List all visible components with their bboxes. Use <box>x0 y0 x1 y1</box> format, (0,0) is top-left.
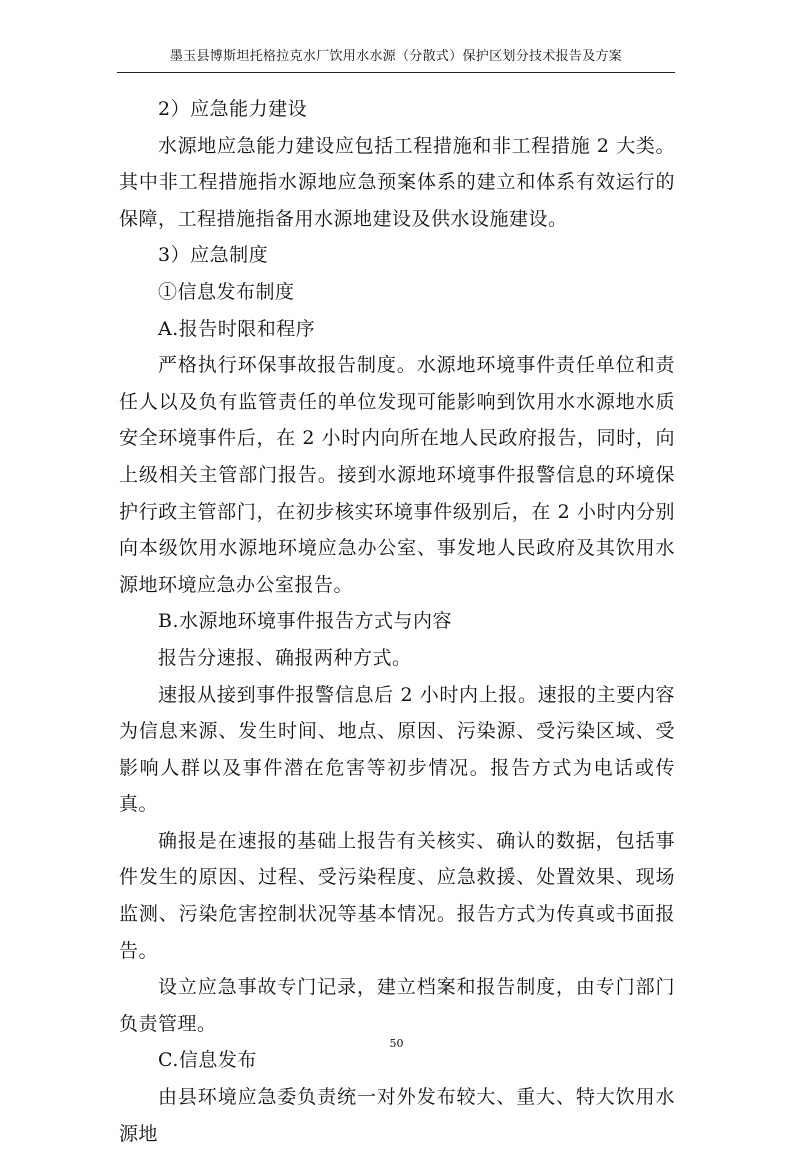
item-heading-report-time-procedure: A.报告时限和程序 <box>158 317 316 340</box>
page-footer <box>0 1037 793 1051</box>
page-body <box>119 91 675 1152</box>
paragraph-info-release: 由县环境应急委负责统一对外发布较大、重大、特大饮用水源地 <box>119 1086 675 1145</box>
paragraph-quick-report: 速报从接到事件报警信息后 2 小时内上报。速报的主要内容为信息来源、发生时间、地点、原因、污染源、受污染区域、受影响人群以及事件潜在危害等初步情况。报告方式为电话或传真。 <box>119 683 675 816</box>
section-heading-emergency-system: 3）应急制度 <box>158 244 269 267</box>
paragraph-report-system: 严格执行环保事故报告制度。水源地环境事件责任单位和责任人以及负有监管责任的单位发现可能影响到饮用水水源地水质安全环境事件后，在 2 小时内向所在地人民政府报告，同时，向上级相关主管部门报告。接到水源地环境事件报警信息的环境保护行政主管部门，在初步核实环境事件级别后，在 2 小时内分别向本级饮用水源地环境应急办公室、事发地人民政府及其饮用水源地环境应急办公室报告。 <box>119 354 675 596</box>
item-heading-info-release: C.信息发布 <box>158 1049 257 1072</box>
document-title: 墨玉县博斯坦托格拉克水厂饮用水水源（分散式）保护区划分技术报告及方案 <box>169 49 623 64</box>
page-number: 50 <box>389 1037 404 1050</box>
section-heading-emergency-capability: 2）应急能力建设 <box>158 98 308 120</box>
paragraph-emergency-capability: 水源地应急能力建设应包括工程措施和非工程措施 2 大类。其中非工程措施指水源地应急预案体系的建立和体系有效运行的保障，工程措施指备用水源地建设及供水设施建设。 <box>119 134 675 230</box>
page-header <box>117 46 675 73</box>
paragraph-confirmed-report: 确报是在速报的基础上报告有关核实、确认的数据，包括事件发生的原因、过程、受污染程度、应急救援、处置效果、现场监测、污染危害控制状况等基本情况。报告方式为传真或书面报告。 <box>119 829 675 962</box>
item-heading-report-method-content: B.水源地环境事件报告方式与内容 <box>158 610 453 633</box>
subsection-heading-info-release-system: ①信息发布制度 <box>158 280 295 303</box>
paragraph-records: 设立应急事故专门记录，建立档案和报告制度，由专门部门负责管理。 <box>119 976 675 1035</box>
paragraph-report-types: 报告分速报、确报两种方式。 <box>158 646 412 669</box>
